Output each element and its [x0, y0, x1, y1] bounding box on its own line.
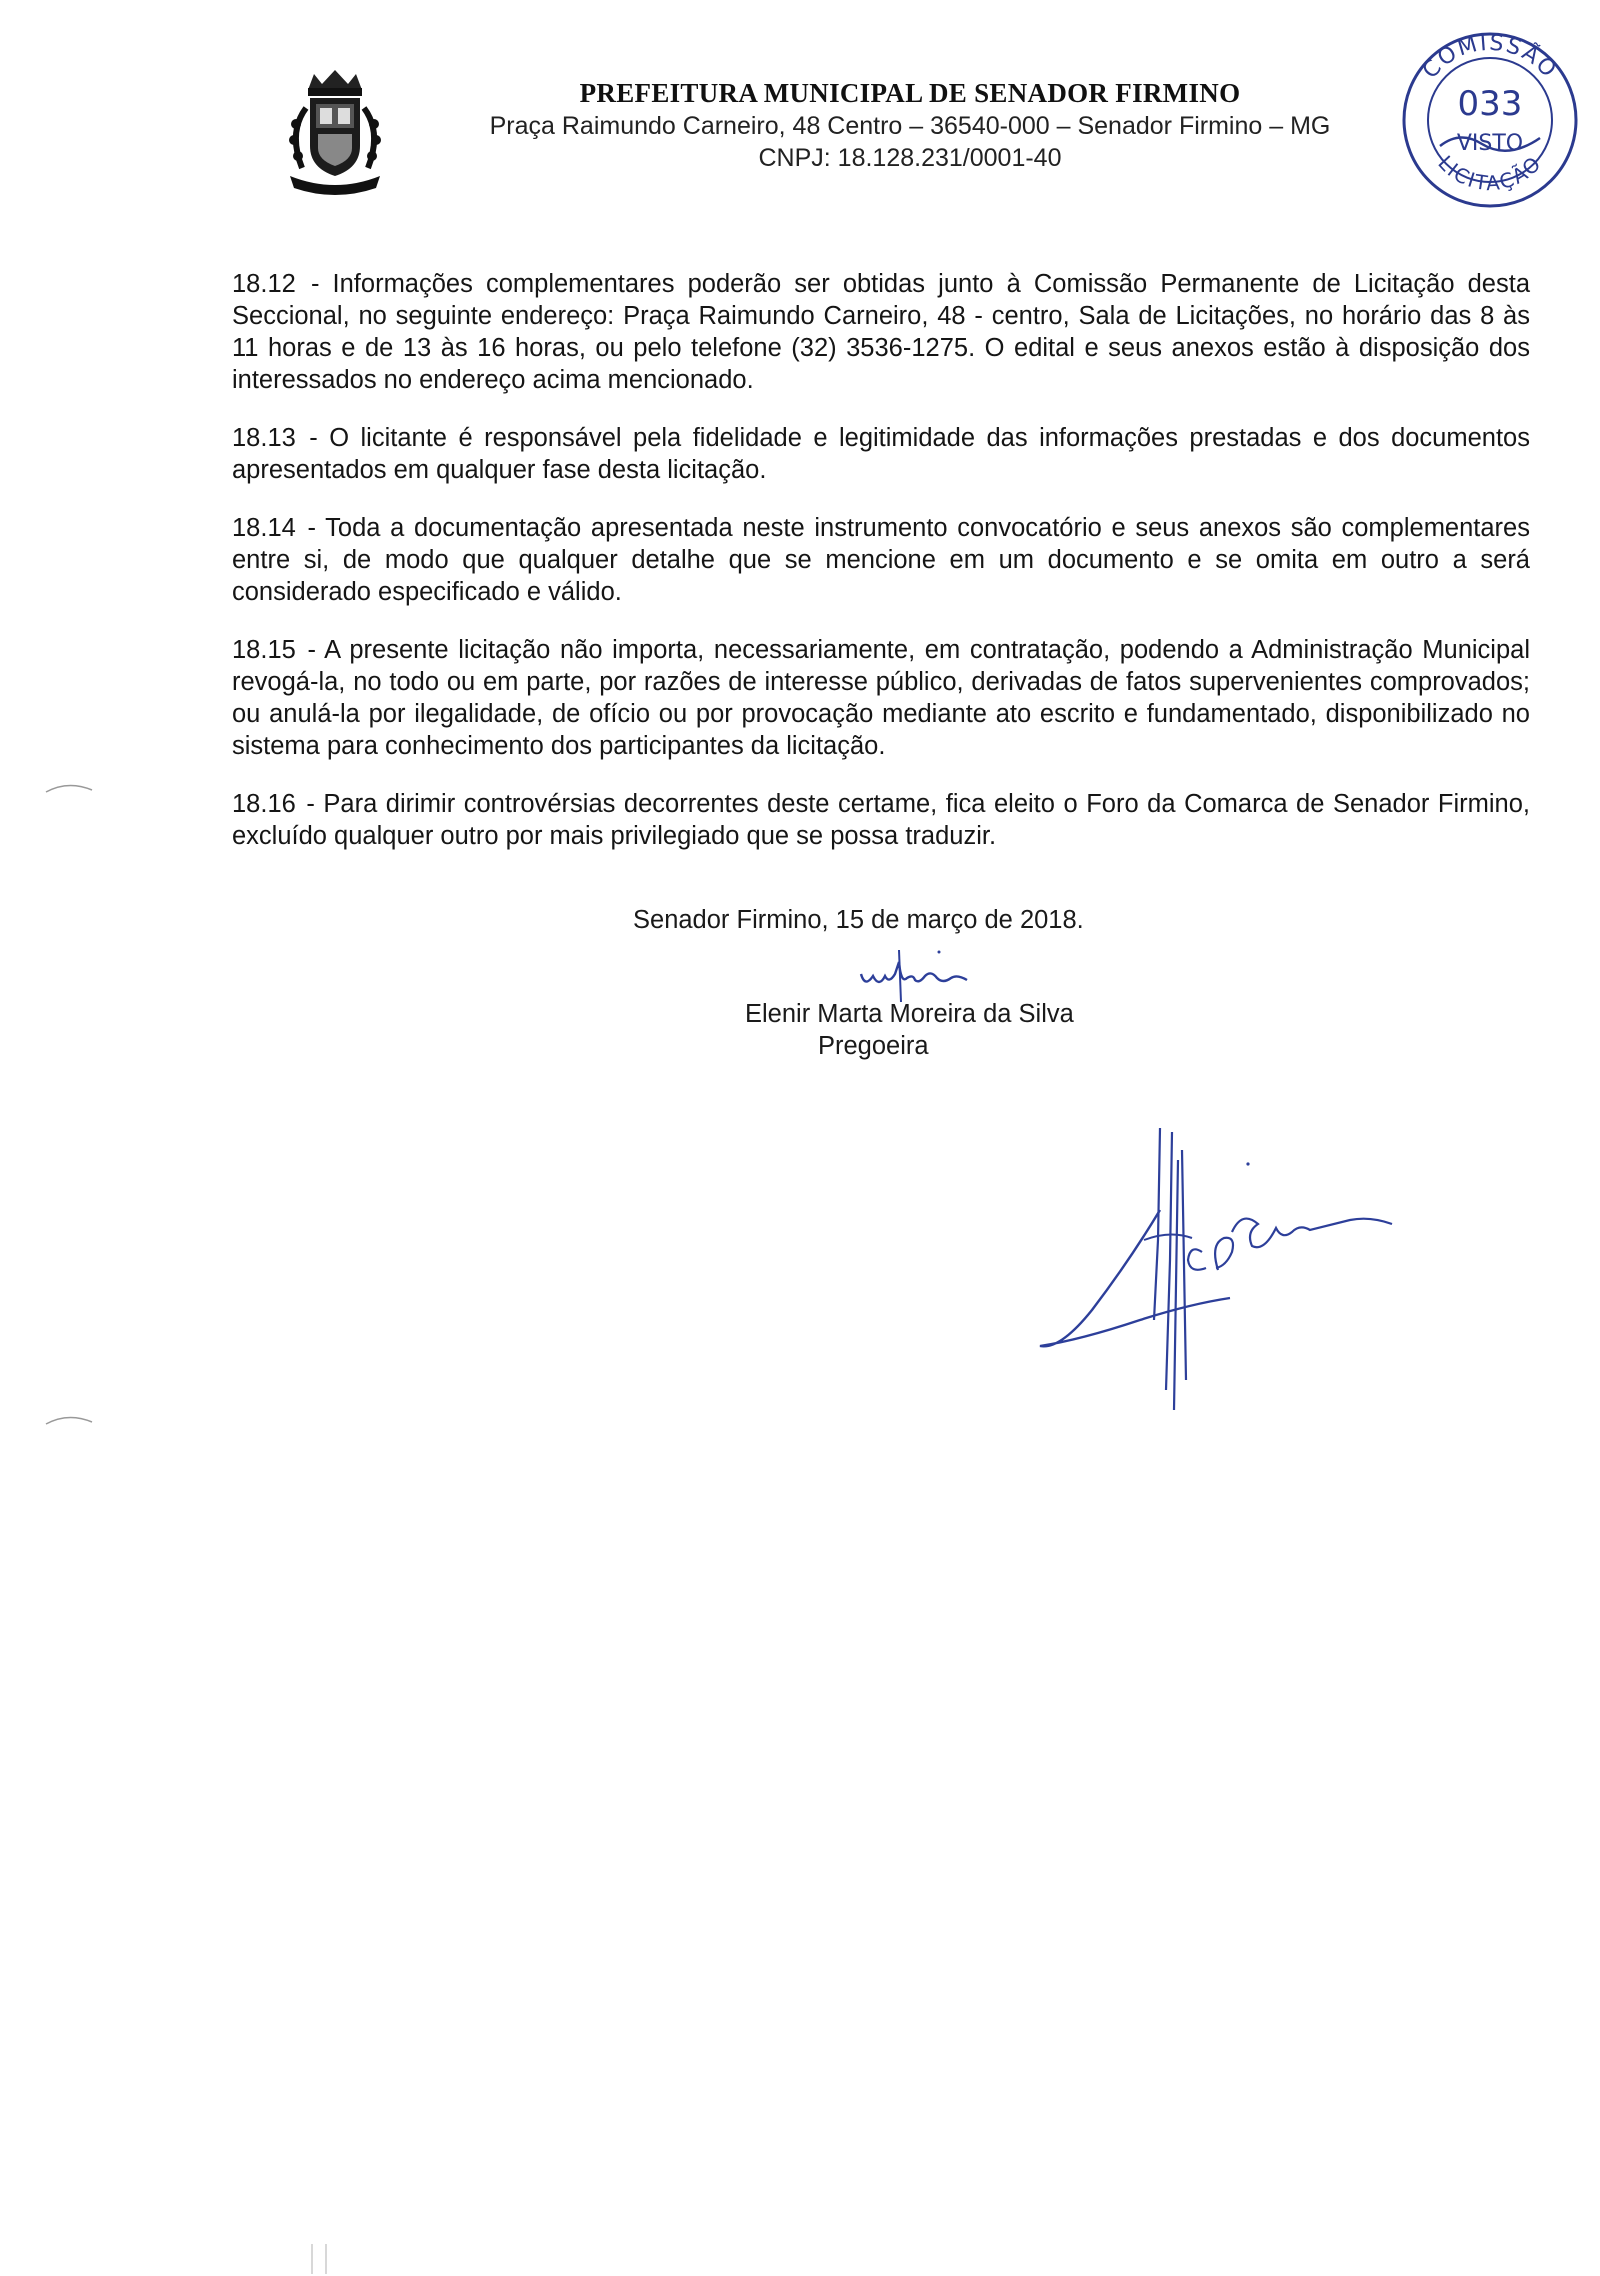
institution-cnpj: CNPJ: 18.128.231/0001-40	[758, 144, 1062, 172]
scan-mark	[300, 2240, 340, 2276]
svg-text:LICITAÇÃO	[1433, 151, 1546, 196]
stamp-top-text: COMISSÃO	[1418, 30, 1562, 84]
institution-name: PREFEITURA MUNICIPAL DE SENADOR FIRMINO	[579, 78, 1241, 108]
clause-18-15	[232, 634, 1530, 762]
clause-number: 18.14	[232, 514, 296, 542]
clause-number: 18.12	[232, 270, 296, 298]
clause-number: 18.13	[232, 424, 296, 452]
stamp-visto: VISTO	[1456, 131, 1524, 156]
clause-number: 18.16	[232, 790, 296, 818]
scan-mark	[40, 1410, 100, 1430]
clause-text: - Para dirimir controvérsias decorrentes deste certame, fica eleito o Foro da Comarca de Senador Firmino, excluído qualquer outro por mais privilegiado que se possa traduzir.	[232, 790, 1530, 850]
pregoeira-signature	[855, 944, 975, 1004]
letterhead-text	[460, 76, 1360, 174]
scan-mark	[40, 778, 100, 798]
stamp-number: 033	[1457, 84, 1523, 124]
document-body	[232, 268, 1530, 878]
clause-18-12	[232, 268, 1530, 396]
stamp-bottom-text: LICITAÇÃO	[1433, 150, 1547, 196]
clause-text: - Toda a documentação apresentada neste instrumento convocatório e seus anexos são complementares entre si, de modo que qualquer detalhe que se mencione em um documento e se omita em outro a será considerado especificado e válido.	[232, 514, 1530, 606]
clause-text: - O licitante é responsável pela fidelidade e legitimidade das informações prestadas e dos documentos apresentados em qualquer fase desta licitação.	[232, 424, 1530, 484]
clause-18-14	[232, 512, 1530, 608]
coat-of-arms-icon	[280, 68, 390, 198]
signer-name: Elenir Marta Moreira da Silva	[745, 1000, 1074, 1028]
clause-text: - Informações complementares poderão ser obtidas junto à Comissão Permanente de Licitação desta Seccional, no seguinte endereço: Praça Raimundo Carneiro, 48 - centro, Sala de Licitações, no horário das 8 às 11 horas e de 13 às 16 horas, ou pelo telefone (32) 3536-1275. O edital e seus anexos estão à disposição dos interessados no endereço acima mencionado.	[232, 270, 1531, 394]
clause-18-16	[232, 788, 1530, 852]
clause-18-13	[232, 422, 1530, 486]
handwritten-signature	[1020, 1120, 1400, 1420]
clause-number: 18.15	[232, 636, 296, 664]
signer-role: Pregoeira	[818, 1032, 929, 1060]
commission-stamp	[1390, 20, 1590, 220]
place-and-date: Senador Firmino, 15 de março de 2018.	[633, 906, 1084, 934]
institution-address: Praça Raimundo Carneiro, 48 Centro – 36540-000 – Senador Firmino – MG	[489, 112, 1331, 140]
letterhead	[280, 60, 1520, 210]
clause-text: - A presente licitação não importa, necessariamente, em contratação, podendo a Administração Municipal revogá-la, no todo ou em parte, por razões de interesse público, derivadas de fatos supervenientes comprovados; ou anulá-la por ilegalidade, de ofício ou por provocação mediante ato escrito e fundamentado, disponibilizado no sistema para conhecimento dos participantes da licitação.	[232, 636, 1530, 760]
